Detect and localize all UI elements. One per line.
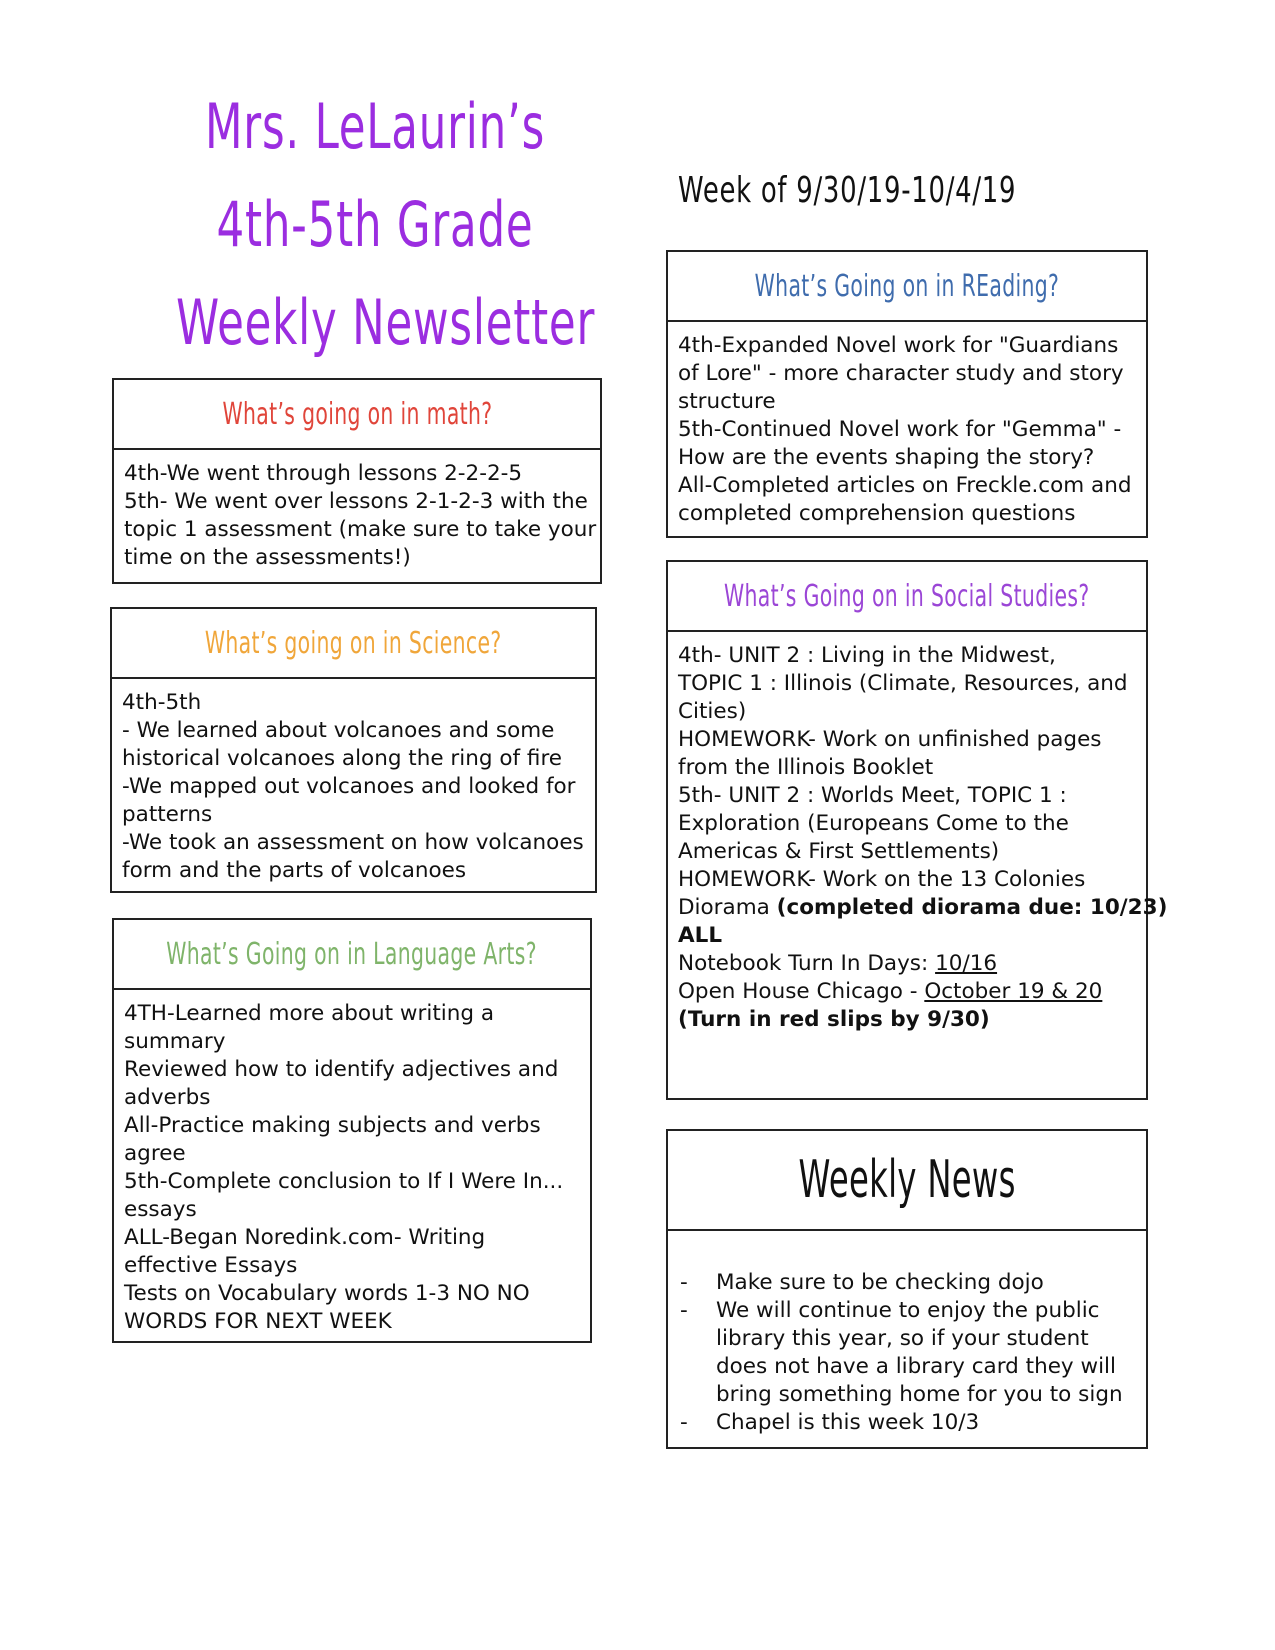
- language-line: 4TH-Learned more about writing a: [124, 1001, 495, 1026]
- social-line: Exploration (Europeans Come to the: [678, 811, 1069, 836]
- diorama-prefix: Diorama: [678, 895, 777, 920]
- news-heading-bar: [668, 1131, 1146, 1231]
- language-heading-bar: [114, 920, 590, 990]
- language-line: effective Essays: [124, 1253, 298, 1278]
- reading-line: 4th-Expanded Novel work for "Guardians: [678, 333, 1119, 358]
- science-line: form and the parts of volcanoes: [122, 858, 467, 883]
- red-slips-note: (Turn in red slips by 9/30): [678, 1007, 990, 1032]
- reading-line: structure: [678, 389, 776, 414]
- social-line: Americas & First Settlements): [678, 839, 1000, 864]
- language-arts-section: [112, 918, 592, 1343]
- language-line: ALL-Began Noredink.com- Writing: [124, 1225, 486, 1250]
- social-line: 4th- UNIT 2 : Living in the Midwest,: [678, 643, 1056, 668]
- weekly-news-section: [666, 1129, 1148, 1449]
- title-line-3: Weekly Newsletter: [176, 286, 596, 359]
- math-heading: What’s going on in math?: [222, 396, 492, 432]
- language-line: Tests on Vocabulary words 1-3 NO NO: [124, 1281, 530, 1306]
- math-body: [114, 450, 600, 572]
- social-line: HOMEWORK- Work on unfinished pages: [678, 727, 1102, 752]
- social-body: [668, 632, 1168, 1034]
- diorama-line: [678, 894, 1168, 922]
- science-line: -We took an assessment on how volcanoes: [122, 830, 584, 855]
- math-section: [112, 378, 602, 584]
- open-house-line: [678, 978, 1136, 1006]
- all-label: ALL: [678, 923, 723, 948]
- reading-heading: What’s Going on in REading?: [754, 268, 1060, 304]
- language-line: WORDS FOR NEXT WEEK: [124, 1309, 392, 1334]
- title-line-2: 4th-5th Grade: [216, 188, 534, 261]
- diorama-due: (completed diorama due: 10/23): [776, 895, 1168, 920]
- news-item: - Make sure to be checking dojo: [678, 1269, 1130, 1297]
- language-line: adverbs: [124, 1085, 211, 1110]
- news-list: [678, 1269, 1130, 1437]
- language-line: All-Practice making subjects and verbs: [124, 1113, 541, 1138]
- language-line: essays: [124, 1197, 197, 1222]
- math-line: time on the assessments!): [124, 545, 411, 570]
- language-line: summary: [124, 1029, 226, 1054]
- science-line: 4th-5th: [122, 690, 202, 715]
- open-house-date: October 19 & 20: [924, 979, 1103, 1004]
- social-line: Cities): [678, 699, 747, 724]
- news-heading: Weekly News: [798, 1150, 1016, 1210]
- language-line: Reviewed how to identify adjectives and: [124, 1057, 559, 1082]
- language-heading: What’s Going on in Language Arts?: [166, 936, 538, 972]
- social-line: 5th- UNIT 2 : Worlds Meet, TOPIC 1 :: [678, 783, 1067, 808]
- science-heading: What’s going on in Science?: [205, 625, 502, 661]
- social-studies-section: [666, 560, 1168, 1100]
- news-item: - We will continue to enjoy the public library this year, so if your student does not have a library card they will bring something home for you to sign: [678, 1297, 1130, 1409]
- social-line: HOMEWORK- Work on the 13 Colonies: [678, 867, 1086, 892]
- language-line: 5th-Complete conclusion to If I Were In...: [124, 1169, 564, 1194]
- news-item: - Chapel is this week 10/3: [678, 1409, 1130, 1437]
- reading-line: How are the events shaping the story?: [678, 445, 1095, 470]
- science-body: [112, 679, 595, 885]
- math-heading-bar: [114, 380, 600, 450]
- newsletter-title: [176, 78, 596, 372]
- science-line: historical volcanoes along the ring of fire: [122, 746, 563, 771]
- math-line: 5th- We went over lessons 2-1-2-3 with the: [124, 489, 588, 514]
- social-line: TOPIC 1 : Illinois (Climate, Resources, and: [678, 671, 1128, 696]
- notebook-prefix: Notebook Turn In Days:: [678, 951, 936, 976]
- reading-line: 5th-Continued Novel work for "Gemma" -: [678, 417, 1122, 442]
- notebook-date: 10/16: [935, 951, 998, 976]
- math-line: 4th-We went through lessons 2-2-2-5: [124, 461, 523, 486]
- social-heading-bar: [668, 562, 1146, 632]
- science-line: - We learned about volcanoes and some: [122, 718, 555, 743]
- title-line-1: Mrs. LeLaurin’s: [204, 90, 546, 163]
- open-house-prefix: Open House Chicago -: [678, 979, 925, 1004]
- math-line: topic 1 assessment (make sure to take your: [124, 517, 597, 542]
- reading-section: [666, 250, 1148, 538]
- language-line: agree: [124, 1141, 186, 1166]
- notebook-line: [678, 950, 1136, 978]
- social-line: from the Illinois Booklet: [678, 755, 934, 780]
- news-body: [668, 1231, 1146, 1437]
- reading-body: [668, 322, 1146, 528]
- reading-line: of Lore" - more character study and story: [678, 361, 1124, 386]
- reading-line: completed comprehension questions: [678, 501, 1076, 526]
- language-body: [114, 990, 590, 1336]
- science-section: [110, 607, 597, 893]
- science-line: patterns: [122, 802, 213, 827]
- social-heading: What’s Going on in Social Studies?: [724, 578, 1090, 614]
- science-heading-bar: [112, 609, 595, 679]
- reading-heading-bar: [668, 252, 1146, 322]
- science-line: -We mapped out volcanoes and looked for: [122, 774, 576, 799]
- week-label: Week of 9/30/19-10/4/19: [678, 170, 1017, 211]
- reading-line: All-Completed articles on Freckle.com and: [678, 473, 1132, 498]
